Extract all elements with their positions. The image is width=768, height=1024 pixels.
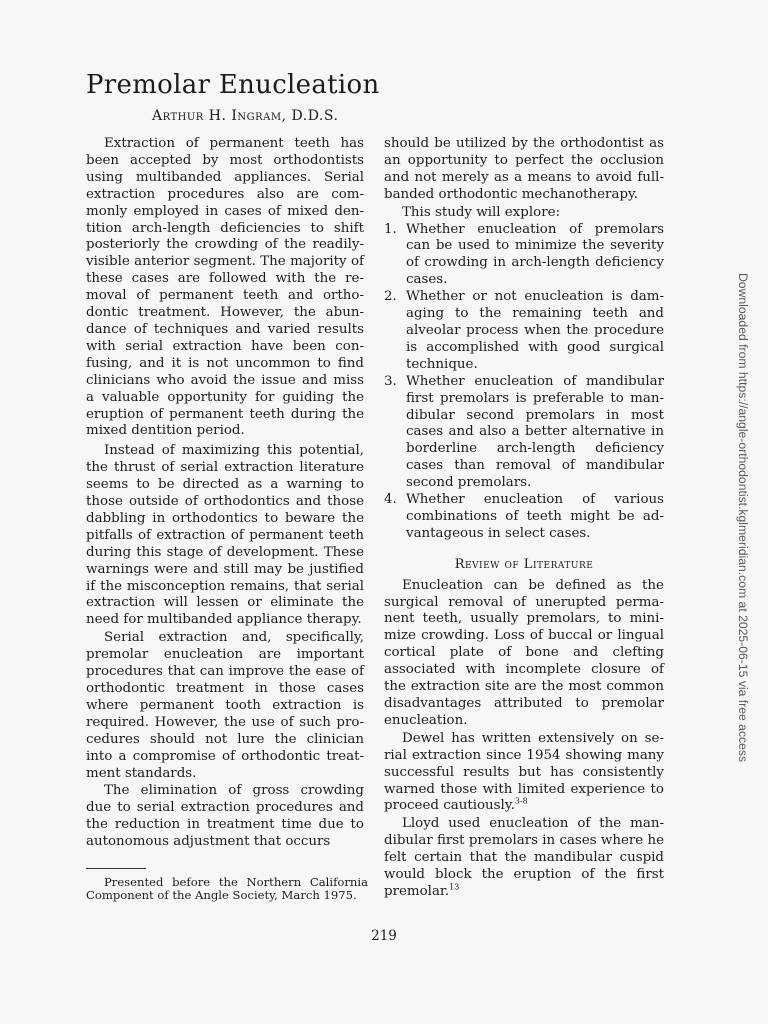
citation-ref: 13: [449, 882, 460, 892]
list-number: 4.: [384, 492, 397, 508]
left-column: [86, 136, 364, 851]
list-item: [384, 289, 664, 374]
right-column: [384, 136, 664, 901]
footnote: Presented before the Northern California Component of the Angle Society, March 1975.: [86, 875, 368, 903]
list-text: Whether enucleation of premolars can be used to minimize the severity of crowding in arch-length deficiency cases.: [406, 221, 664, 288]
paragraph-text: Dewel has written extensively on serial extraction since 1954 showing many successful results but has consistently warned those with limited experience to proceed cautiously.: [384, 730, 664, 814]
body-paragraph: Instead of maximizing this potential, the thrust of serial extraction literature seems to be directed as a warning to those outside of orthodontics and those dabbling in orthodontics to beware the pitfalls of extraction of permanent teeth during this stage of development. These warnings were and still may be justified if the misconception remains, that serial extraction will lessen or eliminate the need for multibanded appliance therapy.: [86, 443, 364, 628]
list-item: [384, 492, 664, 543]
body-paragraph-continuation: should be utilized by the orthodontist as an opportunity to perfect the occlusion and not merely as a means to avoid full-banded orthodontic mechanotherapy.: [384, 136, 664, 202]
study-intro: This study will explore:: [402, 204, 561, 220]
list-text: Whether enucleation of mandibular first premolars is preferable to mandibular second premolars in most cases and also a better alternative in borderline arch-length deficiency cases than removal of mandibular second premolars.: [406, 373, 664, 491]
body-paragraph: Enucleation can be defined as the surgical removal of unerupted permanent teeth, usually premolars, to minimize crowding. Loss of buccal or lingual cortical plate of bone and clefting associated with incomplete closure of the extraction site are the most common disadvantages attributed to premolar enucleation.: [384, 577, 664, 728]
footnote-rule: [86, 868, 146, 869]
download-watermark: Downloaded from https://angle-orthodontist.kglmeridian.com at 2025-06-15 via free access: [736, 273, 750, 763]
list-item: [384, 374, 664, 492]
body-paragraph: Serial extraction and, specifically, premolar enucleation are important procedures that can improve the ease of orthodontic treatment in those cases where permanent tooth extraction is required. However, the use of such procedures should not lure the clinician into a compromise of orthodontic treatment standards.: [86, 630, 364, 781]
page-number: 219: [371, 928, 397, 944]
article-author: Arthur H. Ingram, D.D.S.: [152, 108, 339, 124]
body-paragraph: The elimination of gross crowding due to serial extraction procedures and the reduction in treatment time due to autonomous adjustment that occurs: [86, 783, 364, 850]
study-objectives-list: [384, 222, 664, 543]
list-item: [384, 222, 664, 290]
list-text: Whether enucleation of various combinations of teeth might be advantageous in select cases.: [406, 492, 664, 541]
list-number: 3.: [384, 373, 397, 389]
citation-ref: 3-8: [514, 796, 528, 806]
article-title: Premolar Enucleation: [86, 70, 380, 100]
list-text: Whether or not enucleation is damaging to the remaining teeth and alveolar process when the procedure is accomplished with good surgical technique.: [406, 289, 664, 372]
section-heading: Review of Literature: [454, 556, 594, 572]
list-number: 2.: [384, 289, 397, 305]
list-number: 1.: [384, 221, 397, 237]
body-paragraph: [384, 731, 664, 816]
body-paragraph: [384, 816, 664, 901]
body-paragraph: Extraction of permanent teeth has been accepted by most orthodontists using multibanded appliances. Serial extraction procedures also are commonly employed in cases of mixed dentition arch-length deficiencies to shift posteriorly the crowding of the readily-visible anterior segment. The majority of these cases are followed with the removal of permanent teeth and orthodontic treatment. However, the abundance of techniques and varied results with serial extraction have been confusing, and it is not uncommon to find clinicians who avoid the issue and miss a valuable opportunity for guiding the eruption of permanent teeth during the mixed dentition period.: [86, 136, 364, 439]
paragraph-text: Lloyd used enucleation of the mandibular first premolars in cases where he felt certain that the mandibular cuspid would block the eruption of the first premolar.: [384, 816, 664, 899]
